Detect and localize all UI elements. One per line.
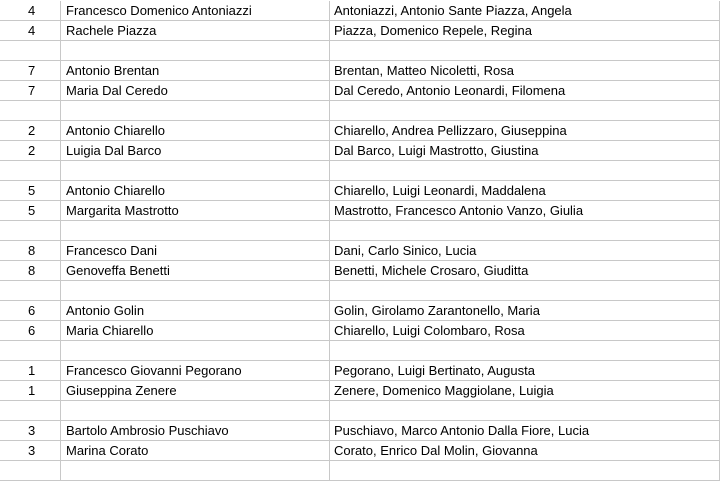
table-row <box>0 181 720 201</box>
name-cell[interactable]: Bartolo Ambrosio Puschiavo <box>61 421 330 440</box>
parents-cell[interactable] <box>330 41 720 60</box>
number-cell[interactable] <box>0 161 61 180</box>
number-cell[interactable] <box>0 101 61 120</box>
name-cell[interactable]: Margarita Mastrotto <box>61 201 330 220</box>
number-cell[interactable]: 7 <box>0 61 61 80</box>
name-cell[interactable]: Giuseppina Zenere <box>61 381 330 400</box>
table-row <box>0 81 720 101</box>
table-row <box>0 221 720 241</box>
number-cell[interactable]: 8 <box>0 261 61 280</box>
number-cell[interactable] <box>0 41 61 60</box>
parents-cell[interactable]: Chiarello, Luigi Colombaro, Rosa <box>330 321 720 340</box>
table-row <box>0 161 720 181</box>
table-row <box>0 361 720 381</box>
name-cell[interactable] <box>61 101 330 120</box>
parents-cell[interactable]: Chiarello, Luigi Leonardi, Maddalena <box>330 181 720 200</box>
name-cell[interactable]: Antonio Chiarello <box>61 181 330 200</box>
name-cell[interactable]: Francesco Dani <box>61 241 330 260</box>
number-cell[interactable] <box>0 401 61 420</box>
parents-cell[interactable]: Mastrotto, Francesco Antonio Vanzo, Giulia <box>330 201 720 220</box>
table-row <box>0 1 720 21</box>
name-cell[interactable] <box>61 281 330 300</box>
table-row <box>0 101 720 121</box>
table-row <box>0 241 720 261</box>
parents-cell[interactable]: Antoniazzi, Antonio Sante Piazza, Angela <box>330 1 720 20</box>
parents-cell[interactable]: Dani, Carlo Sinico, Lucia <box>330 241 720 260</box>
number-cell[interactable]: 4 <box>0 21 61 40</box>
table-row <box>0 121 720 141</box>
parents-cell[interactable]: Pegorano, Luigi Bertinato, Augusta <box>330 361 720 380</box>
name-cell[interactable]: Antonio Golin <box>61 301 330 320</box>
parents-cell[interactable]: Puschiavo, Marco Antonio Dalla Fiore, Lucia <box>330 421 720 440</box>
number-cell[interactable] <box>0 281 61 300</box>
name-cell[interactable] <box>61 401 330 420</box>
name-cell[interactable] <box>61 221 330 240</box>
number-cell[interactable]: 5 <box>0 201 61 220</box>
parents-cell[interactable] <box>330 341 720 360</box>
name-cell[interactable] <box>61 341 330 360</box>
table-row <box>0 341 720 361</box>
number-cell[interactable]: 1 <box>0 361 61 380</box>
number-cell[interactable]: 2 <box>0 141 61 160</box>
number-cell[interactable]: 4 <box>0 1 61 20</box>
name-cell[interactable]: Maria Chiarello <box>61 321 330 340</box>
name-cell[interactable] <box>61 461 330 480</box>
number-cell[interactable]: 1 <box>0 381 61 400</box>
name-cell[interactable]: Rachele Piazza <box>61 21 330 40</box>
table-row <box>0 261 720 281</box>
parents-cell[interactable] <box>330 221 720 240</box>
table-row <box>0 41 720 61</box>
name-cell[interactable]: Francesco Giovanni Pegorano <box>61 361 330 380</box>
number-cell[interactable] <box>0 461 61 480</box>
parents-cell[interactable]: Dal Barco, Luigi Mastrotto, Giustina <box>330 141 720 160</box>
table-row <box>0 201 720 221</box>
parents-cell[interactable]: Dal Ceredo, Antonio Leonardi, Filomena <box>330 81 720 100</box>
number-cell[interactable]: 3 <box>0 421 61 440</box>
number-cell[interactable]: 2 <box>0 121 61 140</box>
name-cell[interactable] <box>61 161 330 180</box>
parents-cell[interactable]: Zenere, Domenico Maggiolane, Luigia <box>330 381 720 400</box>
table-row <box>0 441 720 461</box>
table-row <box>0 61 720 81</box>
number-cell[interactable]: 6 <box>0 321 61 340</box>
name-cell[interactable]: Genoveffa Benetti <box>61 261 330 280</box>
parents-cell[interactable]: Golin, Girolamo Zarantonello, Maria <box>330 301 720 320</box>
number-cell[interactable] <box>0 221 61 240</box>
table-row <box>0 381 720 401</box>
name-cell[interactable]: Antonio Chiarello <box>61 121 330 140</box>
table-row <box>0 461 720 481</box>
parents-cell[interactable]: Benetti, Michele Crosaro, Giuditta <box>330 261 720 280</box>
name-cell[interactable] <box>61 41 330 60</box>
parents-cell[interactable] <box>330 401 720 420</box>
number-cell[interactable]: 7 <box>0 81 61 100</box>
table-row <box>0 141 720 161</box>
parents-cell[interactable]: Corato, Enrico Dal Molin, Giovanna <box>330 441 720 460</box>
name-cell[interactable]: Francesco Domenico Antoniazzi <box>61 1 330 20</box>
table-row <box>0 21 720 41</box>
table-row <box>0 281 720 301</box>
parents-cell[interactable]: Brentan, Matteo Nicoletti, Rosa <box>330 61 720 80</box>
number-cell[interactable]: 3 <box>0 441 61 460</box>
parents-cell[interactable] <box>330 161 720 180</box>
parents-cell[interactable] <box>330 281 720 300</box>
name-cell[interactable]: Maria Dal Ceredo <box>61 81 330 100</box>
parents-cell[interactable] <box>330 461 720 480</box>
number-cell[interactable]: 5 <box>0 181 61 200</box>
table-row <box>0 421 720 441</box>
parents-cell[interactable]: Piazza, Domenico Repele, Regina <box>330 21 720 40</box>
table-row <box>0 321 720 341</box>
name-cell[interactable]: Antonio Brentan <box>61 61 330 80</box>
name-cell[interactable]: Marina Corato <box>61 441 330 460</box>
parents-cell[interactable]: Chiarello, Andrea Pellizzaro, Giuseppina <box>330 121 720 140</box>
number-cell[interactable]: 6 <box>0 301 61 320</box>
parents-cell[interactable] <box>330 101 720 120</box>
name-cell[interactable]: Luigia Dal Barco <box>61 141 330 160</box>
table-row <box>0 301 720 321</box>
table-row <box>0 401 720 421</box>
number-cell[interactable] <box>0 341 61 360</box>
number-cell[interactable]: 8 <box>0 241 61 260</box>
